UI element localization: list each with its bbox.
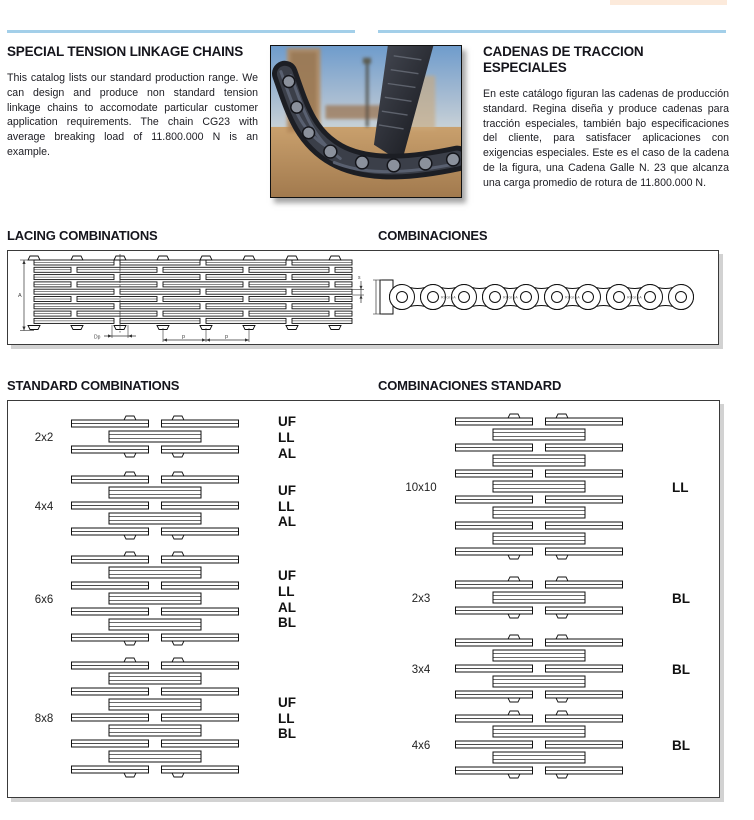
spanish-body: En este catálogo figuran las cadenas de producción standard. Regina diseña y produce cadenas para tracción especiales, también bajo especificaciones del cliente, para satisfacer aplicaciones con exigencias especiales. Este es el caso de la cadena de la figura, una Cadena Galle N. 23 que alcanza una carga promedio de rotura de 11.800.000 N. [483,87,729,189]
lacing-stack-diagram [70,551,240,648]
lacing-stack-diagram [70,657,240,780]
combo-size-label: 4x6 [411,739,431,752]
svg-text:s: s [358,275,361,281]
code: UF [278,414,296,429]
lacing-diagram-box [7,250,719,345]
combo-size-label: 4x4 [34,500,54,513]
code: UF [278,567,296,583]
combo-row-4x6 [388,710,718,781]
code: UF [278,482,296,498]
code: BL [672,590,690,606]
svg-text:REGINA: REGINA [503,295,518,300]
code: AL [278,599,296,615]
lacing-section-title-es: COMBINACIONES [378,228,488,243]
top-rule-left [7,30,355,33]
lacing-stack-diagram [70,471,240,542]
lacing-stack-diagram [454,576,624,621]
code: LL [278,429,295,445]
lacing-section-title-en: LACING COMBINATIONS [7,228,158,243]
combo-size-label: 6x6 [34,593,54,606]
english-column [7,44,258,160]
lacing-stack-diagram [454,634,624,705]
code: BL [278,615,296,631]
chain-photo [270,45,462,198]
chain-strand-drawing [372,267,720,327]
combo-codes [278,483,296,531]
standard-combinations-title-en: STANDARD COMBINATIONS [7,378,180,393]
combo-row-2x2 [18,414,318,462]
code: UF [278,694,296,710]
svg-text:A: A [18,293,22,299]
svg-text:p: p [225,334,229,340]
svg-text:REGINA: REGINA [565,295,580,300]
spanish-title: CADENAS DE TRACCION ESPECIALES [483,44,644,75]
standard-combinations-title-es: COMBINACIONES STANDARD [378,378,562,393]
svg-text:REGINA: REGINA [627,295,642,300]
code: LL [278,498,295,514]
svg-text:REGINA: REGINA [441,295,456,300]
combo-codes [672,662,690,678]
lacing-stack-diagram [454,413,624,562]
page-corner-tab [610,0,727,5]
code: AL [278,445,296,461]
top-rule-right [378,30,726,33]
english-body: This catalog lists our standard production range. We can design and produce non standard tension linkage chains to accomodate particular customer application requirements. The chain CG23 with average breaking load of 11.800.000 N is an example. [7,71,258,159]
code: BL [672,661,690,677]
lacing-stack-diagram [454,710,624,781]
svg-text:p: p [182,334,186,340]
combo-size-label: 10x10 [405,481,437,494]
combo-codes [278,414,296,462]
code: BL [672,737,690,753]
combo-size-label: 2x2 [34,431,54,444]
combo-size-label: 2x3 [411,592,431,605]
combo-row-3x4 [388,634,718,705]
laced-plates-drawing [14,254,366,343]
combo-codes [278,695,296,743]
combo-codes [672,738,690,754]
combo-row-2x3 [388,576,718,621]
spanish-column [483,44,729,191]
lacing-stack-diagram [70,415,240,460]
combo-row-4x4 [18,471,318,542]
code: LL [278,710,295,726]
svg-text:Dp: Dp [94,334,101,341]
code: LL [278,583,295,599]
chain-photo-illustration [271,46,461,197]
combo-size-label: 8x8 [34,712,54,725]
combo-codes [672,591,690,607]
code: BL [278,726,296,742]
combo-row-8x8 [18,657,318,780]
combo-row-6x6 [18,551,318,648]
english-title: SPECIAL TENSION LINKAGE CHAINS [7,44,244,59]
combo-row-10x10 [388,413,718,562]
combo-codes [672,480,689,496]
code: LL [672,479,689,495]
combo-codes [278,568,296,632]
code: AL [278,514,296,530]
combo-size-label: 3x4 [411,663,431,676]
